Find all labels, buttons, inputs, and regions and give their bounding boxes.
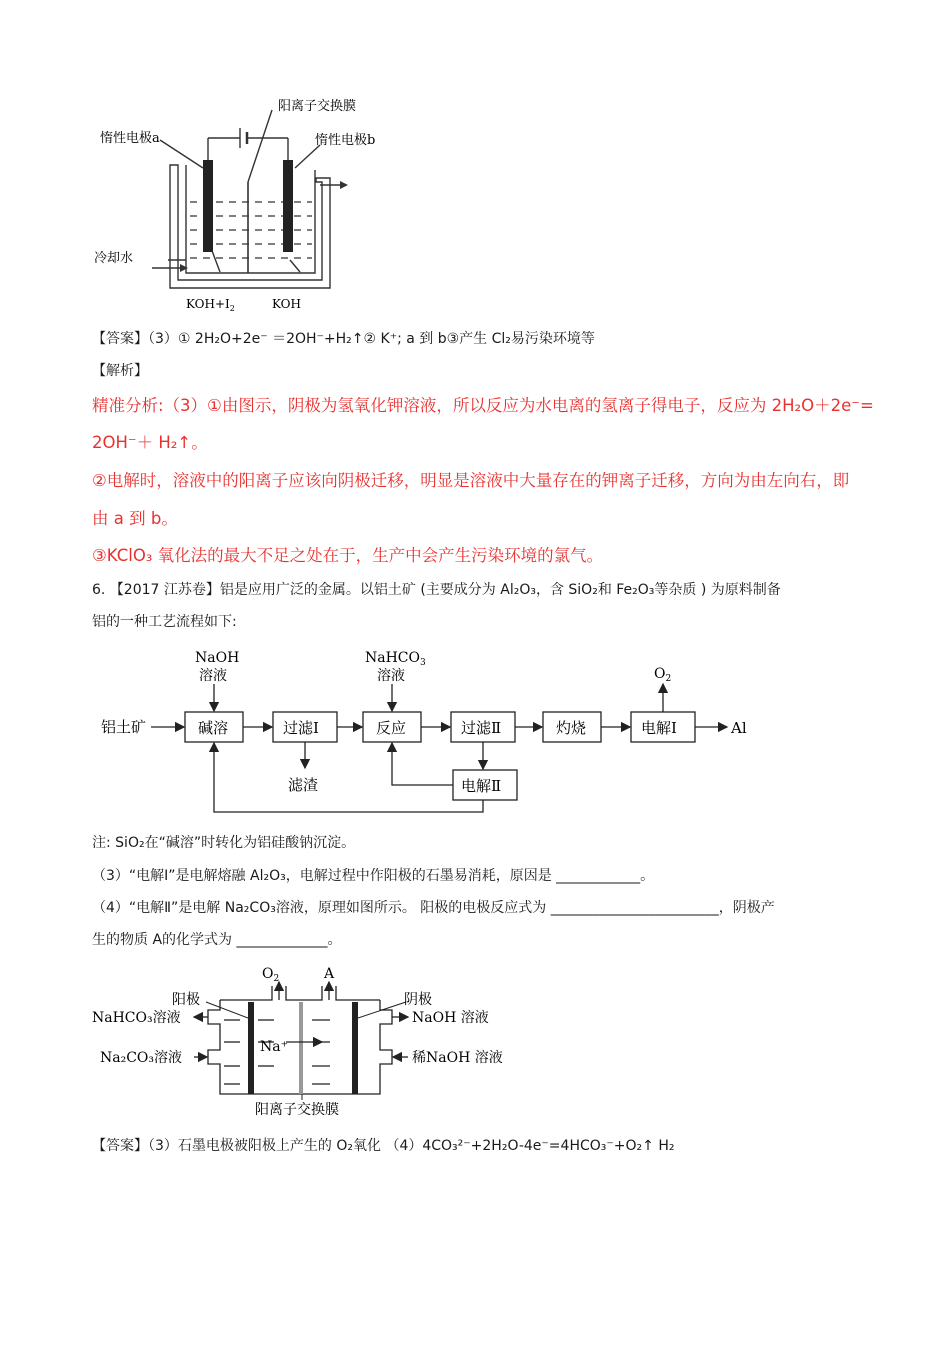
solution-right-label: KOH (272, 297, 301, 311)
membrane-label: 阳离子交换膜 (278, 99, 357, 114)
box-6-label: 电解Ⅰ (641, 719, 677, 737)
answer-2: 【答案】（3）石墨电极被阳极上产生的 O₂氧化 （4）4CO₃²⁻+2H₂O-4e⁻=4HCO₃⁻+O₂↑ H₂ (92, 1138, 675, 1154)
out-left-label: NaHCO₃溶液 (92, 1010, 181, 1026)
reagent-2-line-2: 溶液 (377, 668, 405, 684)
fig2-gas-left: $O_2$ (262, 966, 280, 984)
analysis-line-4: 由 a 到 b。 (92, 509, 178, 528)
out-right-label: NaOH 溶液 (412, 1010, 489, 1026)
solution-left-label: $KOH+I_2$ (186, 297, 235, 313)
fig2-gas-right: A (324, 966, 335, 982)
note: 注: SiO₂在“碱溶”时转化为铝硅酸钠沉淀。 (92, 835, 356, 851)
ion-label: Na⁺ (260, 1039, 288, 1055)
box-1-label: 碱溶 (198, 719, 229, 737)
in-right-label: 稀NaOH 溶液 (412, 1050, 503, 1066)
box-7-label: 电解Ⅱ (461, 777, 502, 795)
anode-label: 阳极 (172, 992, 200, 1008)
electrolysis-cell-figure-1 (90, 90, 410, 315)
question-6-line-1: 6. 【2017 江苏卷】铝是应用广泛的金属。以铝土矿 (主要成分为 Al₂O₃，含 SiO₂和 Fe₂O₃等杂质 ) 为原料制备 (92, 582, 781, 598)
electrolysis-cell-figure-2 (90, 962, 530, 1122)
electrode-a-label: 惰性电极a (100, 131, 160, 146)
reagent-1-line-2: 溶液 (199, 668, 227, 684)
box-5-label: 灼烧 (556, 719, 587, 737)
question-4-line-1: （4）“电解Ⅱ”是电解 Na₂CO₃溶液，原理如图所示。 阳极的电极反应式为 ________________________，阴极产 (92, 900, 775, 916)
process-flow-chart (95, 640, 755, 820)
membrane-label-2: 阳离子交换膜 (255, 1102, 339, 1118)
flow-input-label: 铝土矿 (101, 718, 147, 736)
analysis-line-2: 2OH⁻＋ H₂↑。 (92, 433, 208, 452)
in-left-label: Na₂CO₃溶液 (100, 1050, 183, 1066)
residue-label: 滤渣 (288, 776, 319, 794)
output-label: Al (731, 719, 747, 737)
question-6-line-2: 铝的一种工艺流程如下: (92, 614, 237, 630)
analysis-line-1: 精准分析:（3）①由图示，阴极为氢氧化钾溶液，所以反应为水电离的氢离子得电子，反应为 2H₂O＋2e⁻= (92, 396, 874, 415)
box-3-label: 反应 (376, 719, 407, 737)
analysis-line-3: ②电解时，溶液中的阳离子应该向阴极迁移，明显是溶液中大量存在的钾离子迁移，方向为由左向右，即 (92, 471, 850, 490)
question-3: （3）“电解Ⅰ”是电解熔融 Al₂O₃，电解过程中作阳极的石墨易消耗，原因是 ____________。 (92, 868, 655, 884)
box-2-label: 过滤Ⅰ (283, 719, 319, 737)
reagent-1-line-1: NaOH (195, 650, 240, 666)
question-4-line-2: 生的物质 A的化学式为 _____________。 (92, 932, 342, 948)
reagent-2-line-1: NaHCO$_3$ (365, 650, 426, 668)
analysis-line-5: ③KClO₃ 氧化法的最大不足之处在于，生产中会产生污染环境的氯气。 (92, 546, 604, 565)
answer-1: 【答案】（3）① 2H₂O+2e⁻ ＝2OH⁻+H₂↑② K⁺; a 到 b③产生 Cl₂易污染环境等 (92, 331, 595, 347)
cathode-label: 阴极 (404, 992, 432, 1008)
electrode-b-label: 惰性电极b (315, 133, 376, 148)
gas-label: $O_2$ (654, 666, 672, 684)
box-4-label: 过滤Ⅱ (461, 719, 502, 737)
analysis-heading: 【解析】 (92, 363, 148, 379)
cooling-water-label: 冷却水 (94, 251, 134, 266)
